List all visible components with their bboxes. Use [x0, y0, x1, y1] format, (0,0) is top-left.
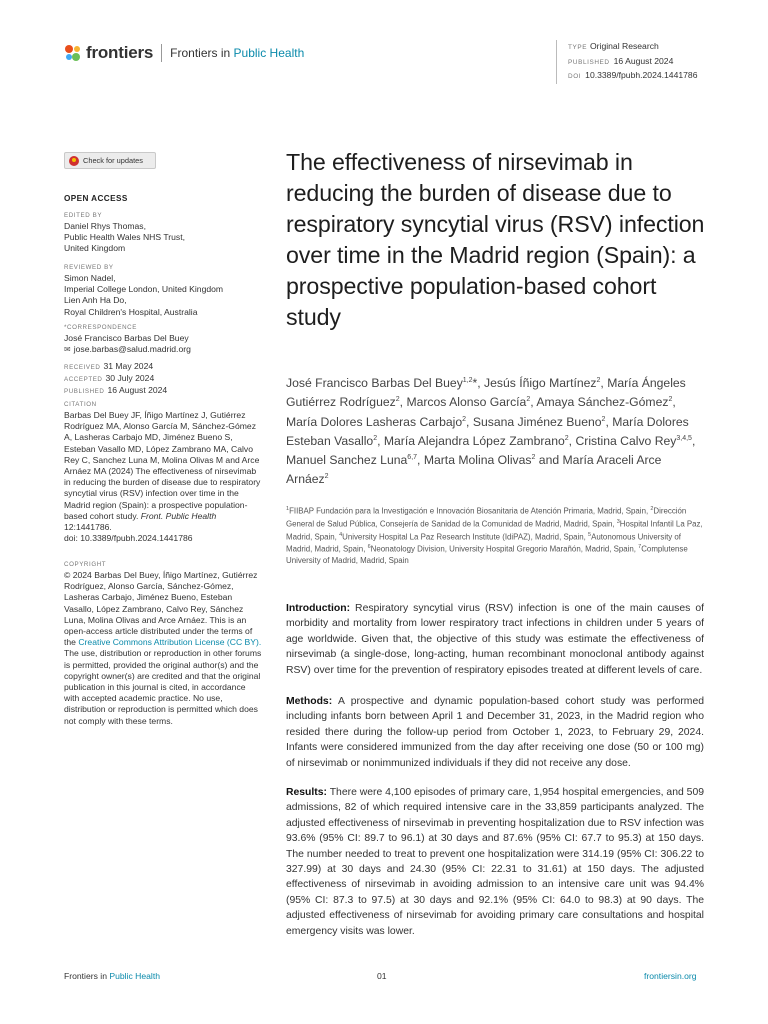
- reviewer-line: Royal Children's Hospital, Australia: [64, 306, 198, 317]
- affiliation-text: Complutense University of Madrid, Madrid, Spain: [286, 545, 688, 566]
- affiliation-sup: 2: [650, 506, 654, 512]
- author-name[interactable]: María Araceli Arce Arnáez: [286, 453, 662, 487]
- journal-header: [64, 42, 304, 64]
- author-affiliation-sup: 2: [564, 434, 569, 442]
- published-label: PUBLISHED: [568, 58, 610, 66]
- reviewer-line: Lien Anh Ha Do,: [64, 295, 127, 306]
- author-name[interactable]: Cristina Calvo Rey: [575, 433, 677, 448]
- citation-label: CITATION: [64, 401, 97, 408]
- citation-volume: 12:1441786.: [64, 522, 112, 533]
- citation-block: [64, 400, 264, 544]
- author-name[interactable]: José Francisco Barbas Del Buey: [286, 376, 463, 390]
- author-affiliation-sup: 2: [373, 434, 378, 442]
- affiliation-text: FIIBAP Fundación para la Investigación e Innovación Biosanitaria de Atención Primaria, Madrid, Spain,: [289, 506, 651, 516]
- citation-journal: Front. Public Health: [140, 510, 217, 521]
- open-access-label: [64, 193, 269, 204]
- footer-journal: [64, 971, 160, 981]
- open-access-heading: OPEN ACCESS: [64, 194, 128, 203]
- results-text: There were 4,100 episodes of primary care, 1,954 hospital emergencies, and 509 admissions, 82 of which required intensive care in the 33,859 participants analyzed. The adjusted effectiveness of nirsevimab in preventing hospitalization due to RSV infection was 93.6% (95% CI: 89.7 to 96.1) at 30 days and 87.6% (95% CI: 67.7 to 95.3) at 150 days. The number needed to treat to prevent one hospitalization were 314.19 (95% CI: 306.22 to 327.99) at 30 days and 24.30 (95% CI: 22.31 to 31.61) at 150 days. The adjusted effectiveness of nirsevimab in avoiding admission to an intensive care unit was 94.4% (95% CI: 87.3 to 97.5) at 30 days and 92.1% (95% CI: 64.0 to 98.3) at 90 days. The adjusted effectiveness of nirsevimab for avoiding primary care consultations and hospital emergency visits was lower.: [286, 787, 704, 937]
- editor-line: Public Health Wales NHS Trust,: [64, 232, 185, 243]
- author-separator: ,: [600, 376, 608, 390]
- affiliations: [286, 504, 706, 567]
- copyright-post: The use, distribution or reproduction in other forums is permitted, provided the original author(s) and the copyright owner(s) are credited and that the original publication in this journal is cited, in accordance with accepted academic practice. No use, distribution or reproduction is permitted which does not comply with these terms.: [64, 648, 262, 726]
- author-name[interactable]: Jesús Íñigo Martínez: [484, 376, 597, 390]
- copyright-text: [64, 570, 262, 727]
- affiliation-text: Neonatology Division, University Hospital Gregorio Marañón, Madrid, Spain,: [370, 545, 639, 555]
- dates-block: [64, 361, 269, 398]
- correspondence-name: José Francisco Barbas Del Buey: [64, 333, 189, 343]
- author-separator: ,: [417, 453, 424, 468]
- footer-site[interactable]: frontiersin.org: [644, 971, 697, 981]
- intro-text: Respiratory syncytial virus (RSV) infection is one of the main causes of morbidity and mortality from lower respiratory tract infections in children under 5 years of age worldwide. Given that, the objective of this study was estimate the effectiveness of nirsevimab (a single-dose, long-acting, human recombinant monoclonal antibody against RSV) over time for the prevention of respiratory episodes treated at different levels of care.: [286, 603, 704, 676]
- affiliation-sup: 1: [286, 506, 290, 512]
- correspondence-block: [64, 323, 269, 355]
- received-label: RECEIVED: [64, 364, 101, 371]
- header-divider: [161, 44, 162, 62]
- affiliation-text: Dirección General de Salud Pública, Consejería de Sanidad de la Comunidad de Madrid, Madrid, Spain,: [286, 506, 687, 529]
- author-separator: *,: [472, 376, 485, 390]
- abstract-methods: [286, 694, 704, 771]
- journal-prefix: Frontiers in: [170, 46, 231, 60]
- reviewer-line: Imperial College London, United Kingdom: [64, 284, 224, 295]
- author-affiliation-sup: 2: [596, 377, 601, 384]
- check-updates-label: Check for updates: [83, 156, 143, 165]
- author-affiliation-sup: 2: [395, 396, 400, 404]
- reviewed-by-block: [64, 263, 269, 318]
- page-number: 01: [377, 971, 387, 981]
- published-date: 16 August 2024: [107, 385, 168, 396]
- article-title: The effectiveness of nirsevimab in reducing the burden of disease due to respiratory syncytial virus (RSV) infection over time in the Madrid region (Spain): a prospective population-based cohort study: [286, 149, 705, 330]
- edited-by-label: EDITED BY: [64, 212, 103, 219]
- author-name[interactable]: María Dolores Esteban Vasallo: [286, 414, 689, 448]
- published-label: PUBLISHED: [64, 388, 105, 396]
- author-separator: ,: [605, 414, 613, 429]
- author-affiliation-sup: 2: [462, 415, 467, 423]
- author-separator: ,: [530, 395, 537, 410]
- correspondence-email[interactable]: [64, 344, 269, 355]
- article-meta: [556, 40, 697, 84]
- affiliation-text: University Hospital La Paz Research Institute (IdiPAZ), Madrid, Spain,: [342, 532, 589, 542]
- author-affiliation-sup: 2: [531, 454, 536, 462]
- results-label: Results:: [286, 787, 327, 798]
- author-separator: ,: [568, 433, 576, 448]
- author-name[interactable]: María Dolores Lasheras Carbajo: [286, 414, 463, 429]
- affiliation-sup: 4: [339, 531, 343, 538]
- journal-name[interactable]: [170, 46, 304, 60]
- methods-text: A prospective and dynamic population-based cohort study was performed including infants born between April 1 and December 31, 2023, in the Madrid region who resided there during the follow-up period from October 1, 2023, to February 29, 2024. Infants were considered immunized from the day after receiving one dose (50 or 100 mg) of nirsevimab or nonimmunized individuals if they did not receive any dose.: [286, 696, 704, 769]
- copyright-block: [64, 560, 262, 727]
- doi-label: DOI: [568, 73, 582, 81]
- correspondence-label: *CORRESPONDENCE: [64, 324, 137, 331]
- author-name[interactable]: Marta Molina Olivas: [423, 453, 532, 468]
- cc-by-link[interactable]: Creative Commons Attribution License (CC BY).: [78, 637, 262, 648]
- copyright-label: COPYRIGHT: [64, 561, 107, 568]
- methods-label: Methods:: [286, 696, 333, 707]
- accepted-label: ACCEPTED: [64, 376, 103, 384]
- accepted-date: 30 July 2024: [105, 373, 155, 384]
- author-name[interactable]: Amaya Sánchez-Gómez: [536, 395, 669, 410]
- footer-journal-accent[interactable]: Public Health: [109, 971, 161, 981]
- received-date: 31 May 2024: [103, 361, 154, 371]
- check-updates-icon: [69, 156, 79, 166]
- footer-site-link[interactable]: [644, 971, 697, 981]
- editor-line: Daniel Rhys Thomas,: [64, 221, 146, 231]
- author-affiliation-sup: 2: [601, 415, 606, 423]
- published-value: 16 August 2024: [613, 55, 674, 66]
- author-separator: ,: [377, 433, 384, 448]
- frontiers-logo-text[interactable]: frontiers: [86, 43, 154, 62]
- citation-body: Barbas Del Buey JF, Íñigo Martínez J, Gutiérrez Rodríguez MA, Alonso García M, Sánchez-Gómez A, Lasheras Carbajo MD, Jiménez Bueno S, Esteban Vasallo MD, López Zambrano MA, Calvo Rey C, Sanchez Luna M, Molina Olivas M and Arce Arnáez MA (2024) The effectiveness of nirsevimab in reducing the burden of disease due to respiratory syncytial virus (RSV) infection over time in the Madrid region (Spain): a prospective population-based cohort study.: [64, 410, 261, 521]
- author-separator: ,: [691, 433, 696, 448]
- type-label: TYPE: [568, 44, 588, 51]
- affiliation-sup: 3: [616, 518, 620, 525]
- author-affiliation-sup: 3,4,5: [676, 434, 692, 442]
- frontiers-logo-icon: [64, 44, 82, 62]
- author-affiliation-sup: 6,7: [407, 454, 418, 462]
- author-name[interactable]: Manuel Sanchez Luna: [286, 453, 408, 468]
- author-separator: ,: [466, 414, 473, 429]
- copyright-pre: © 2024 Barbas Del Buey, Íñigo Martínez, Gutiérrez Rodríguez, Alonso García, Sánchez-Gómez, Lasheras Carbajo, Jiménez Bueno, Esteban Vasallo, López Zambrano, Calvo Rey, Sánchez Luna, Molina Olivas and Arce Arnáez. This is an open-access article distributed under the terms of the: [64, 570, 258, 648]
- author-affiliation-sup: 2: [668, 396, 673, 404]
- email-text[interactable]: jose.barbas@salud.madrid.org: [73, 344, 191, 355]
- abstract-introduction: [286, 601, 704, 678]
- abstract-results: [286, 785, 704, 939]
- footer-journal-prefix: Frontiers in: [64, 971, 110, 981]
- doi-value[interactable]: 10.3389/fpubh.2024.1441786: [585, 70, 698, 81]
- type-value: Original Research: [590, 41, 659, 51]
- author-separator: ,: [399, 395, 407, 410]
- journal-accent: Public Health: [233, 46, 305, 60]
- reviewer-line: Simon Nadel,: [64, 273, 116, 283]
- citation-doi[interactable]: doi: 10.3389/fpubh.2024.1441786: [64, 533, 193, 544]
- edited-by-block: [64, 211, 269, 255]
- author-affiliation-sup: 1,2: [462, 377, 473, 384]
- author-list: [286, 374, 706, 490]
- author-separator: and: [535, 453, 563, 468]
- author-name[interactable]: María Alejandra López Zambrano: [383, 433, 565, 448]
- author-separator: ,: [672, 395, 676, 410]
- affiliation-sup: 7: [638, 544, 642, 551]
- intro-label: Introduction:: [286, 603, 351, 614]
- author-name[interactable]: María Ángeles Gutiérrez Rodríguez: [286, 376, 686, 410]
- check-for-updates-button[interactable]: [64, 152, 156, 169]
- affiliation-sup: 5: [588, 531, 592, 538]
- affiliation-text: Hospital Infantil La Paz, Madrid, Spain,: [286, 519, 703, 542]
- author-name[interactable]: Marcos Alonso García: [406, 395, 527, 410]
- affiliation-text: Autonomous University of Madrid, Madrid, Spain,: [286, 532, 681, 555]
- author-affiliation-sup: 2: [324, 473, 329, 481]
- reviewed-by-label: REVIEWED BY: [64, 264, 114, 271]
- editor-line: United Kingdom: [64, 243, 126, 254]
- author-affiliation-sup: 2: [526, 396, 531, 404]
- author-name[interactable]: Susana Jiménez Bueno: [472, 414, 602, 429]
- citation-text: [64, 410, 264, 544]
- affiliation-sup: 6: [367, 544, 371, 551]
